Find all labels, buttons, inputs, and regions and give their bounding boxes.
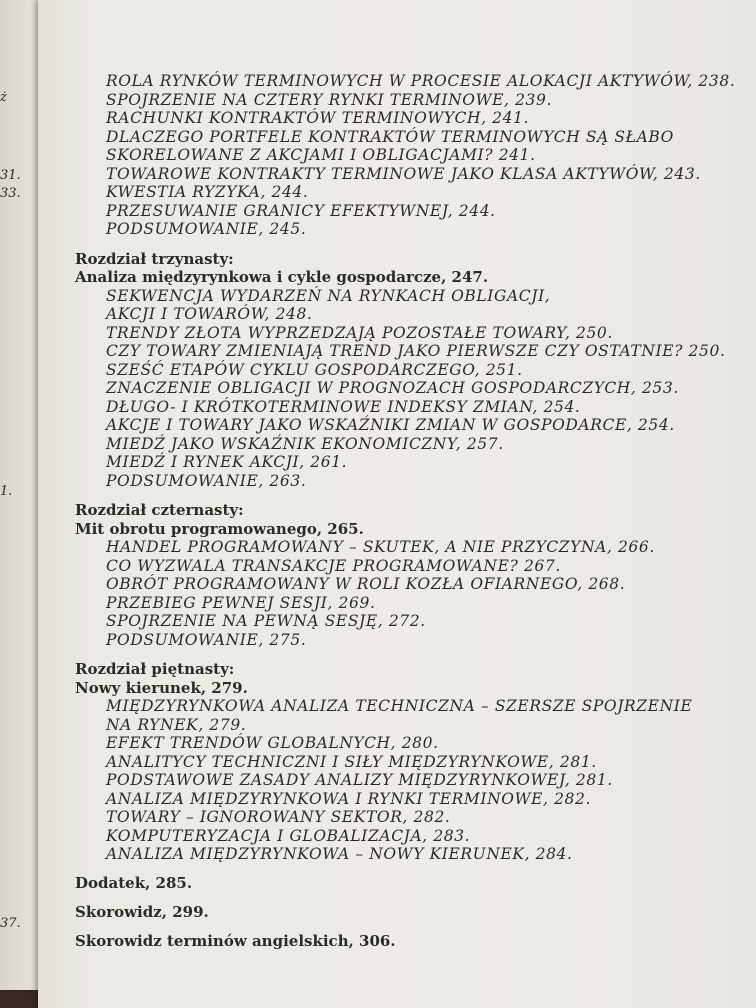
toc-entry: OBRÓT PROGRAMOWANY W ROLI KOZŁA OFIARNEGO, 268. [106,575,626,593]
left-page-fragment: ż [0,90,7,105]
toc-entry: SPOJRZENIE NA CZTERY RYNKI TERMINOWE, 239. [106,90,552,109]
toc-entry: PRZEBIEG PEWNEJ SESJI, 269. [106,593,376,612]
toc-entry: EFEKT TRENDÓW GLOBALNYCH, 280. [106,734,439,752]
toc-entry: RACHUNKI KONTRAKTÓW TERMINOWYCH, 241. [106,109,530,127]
toc-entry: SPOJRZENIE NA PEWNĄ SESJĘ, 272. [106,612,426,630]
toc-entry: ANALIZA MIĘDZYRYNKOWA I RYNKI TERMINOWE, 282. [106,789,591,808]
toc-entry: ANALIZA MIĘDZYRYNKOWA – NOWY KIERUNEK, 284. [106,845,573,863]
chapter-label: Rozdział trzynasty: [75,249,234,268]
toc-entry: PODSUMOWANIE, 263. [106,471,307,490]
toc-entry: ANALITYCY TECHNICZNI I SIŁY MIĘDZYRYNKOWE, 281. [106,752,597,771]
chapter-13 [75,250,725,491]
chapter-14 [75,501,725,649]
toc-entry: ZNACZENIE OBLIGACJI W PROGNOZACH GOSPODARCZYCH, 253. [106,379,679,397]
chapter-label: Rozdział piętnasty: [75,660,235,678]
toc-entry: SKORELOWANE Z AKCJAMI I OBLIGACJAMI? 241. [106,146,536,164]
toc-entry: MIEDŹ JAKO WSKAŹNIK EKONOMICZNY, 257. [106,434,504,453]
toc-entry: TOWARY – IGNOROWANY SEKTOR, 282. [106,808,451,826]
toc-entry: DŁUGO- I KRÓTKOTERMINOWE INDEKSY ZMIAN, 254. [106,397,581,416]
toc-entry: SEKWENCJA WYDARZEŃ NA RYNKACH OBLIGACJI, [106,286,551,305]
chapter-title: Analiza międzyrynkowa i cykle gospodarcze, 247. [75,268,489,286]
left-page-fragment: 33. [0,186,21,201]
chapter-15 [75,660,725,864]
toc-entry: ROLA RYNKÓW TERMINOWYCH W PROCESIE ALOKACJI AKTYWÓW, 238. [106,72,736,90]
toc-entry: PODSTAWOWE ZASADY ANALIZY MIĘDZYRYNKOWEJ, 281. [106,771,613,789]
toc-entry: HANDEL PROGRAMOWANY – SKUTEK, A NIE PRZYCZYNA, 266. [106,538,655,556]
left-page-fragment: 37. [0,916,21,931]
toc-entry: KWESTIA RYZYKA, 244. [106,183,309,201]
toc-entry: PODSUMOWANIE, 275. [106,630,307,649]
toc-entry: TRENDY ZŁOTA WYPRZEDZAJĄ POZOSTAŁE TOWARY, 250. [106,323,613,342]
toc-entry: TOWAROWE KONTRAKTY TERMINOWE JAKO KLASA AKTYWÓW, 243. [106,164,701,183]
toc-entry: CO WYZWALA TRANSAKCJE PROGRAMOWANE? 267. [106,556,561,575]
toc-entry: NA RYNEK, 279. [106,715,247,734]
index-entry: Skorowidz, 299. [75,902,209,921]
book-page [38,0,756,1008]
toc-entry: MIĘDZYRYNKOWA ANALIZA TECHNICZNA – SZERSZE SPOJRZENIE [106,697,693,715]
english-index-entry: Skorowidz terminów angielskich, 306. [75,931,396,950]
toc-entry: CZY TOWARY ZMIENIAJĄ TREND JAKO PIERWSZE CZY OSTATNIE? 250. [106,342,726,360]
toc-entry: PRZESUWANIE GRANICY EFEKTYWNEJ, 244. [106,201,496,220]
toc-entry: KOMPUTERYZACJA I GLOBALIZACJA, 283. [106,826,471,845]
toc-entry: PODSUMOWANIE, 245. [106,220,307,238]
chapter-title: Mit obrotu programowanego, 265. [75,519,364,538]
toc-entry: AKCJE I TOWARY JAKO WSKAŹNIKI ZMIAN W GOSPODARCE, 254. [106,416,675,434]
toc-entry: SZEŚĆ ETAPÓW CYKLU GOSPODARCZEGO, 251. [106,360,523,379]
chapter-label: Rozdział czternasty: [75,501,244,519]
chapter-title: Nowy kierunek, 279. [75,678,248,697]
toc-entry: DLACZEGO PORTFELE KONTRAKTÓW TERMINOWYCH SĄ SŁABO [106,127,674,146]
toc-entry: AKCJI I TOWARÓW, 248. [106,305,313,323]
toc-entry: MIEDŹ I RYNEK AKCJI, 261. [106,453,348,471]
left-page-fragment: 1. [0,484,13,499]
table-of-contents [75,72,736,950]
continuation-entries [75,72,736,239]
appendix-entry: Dodatek, 285. [75,873,193,892]
left-page-fragment: 31. [0,168,21,183]
